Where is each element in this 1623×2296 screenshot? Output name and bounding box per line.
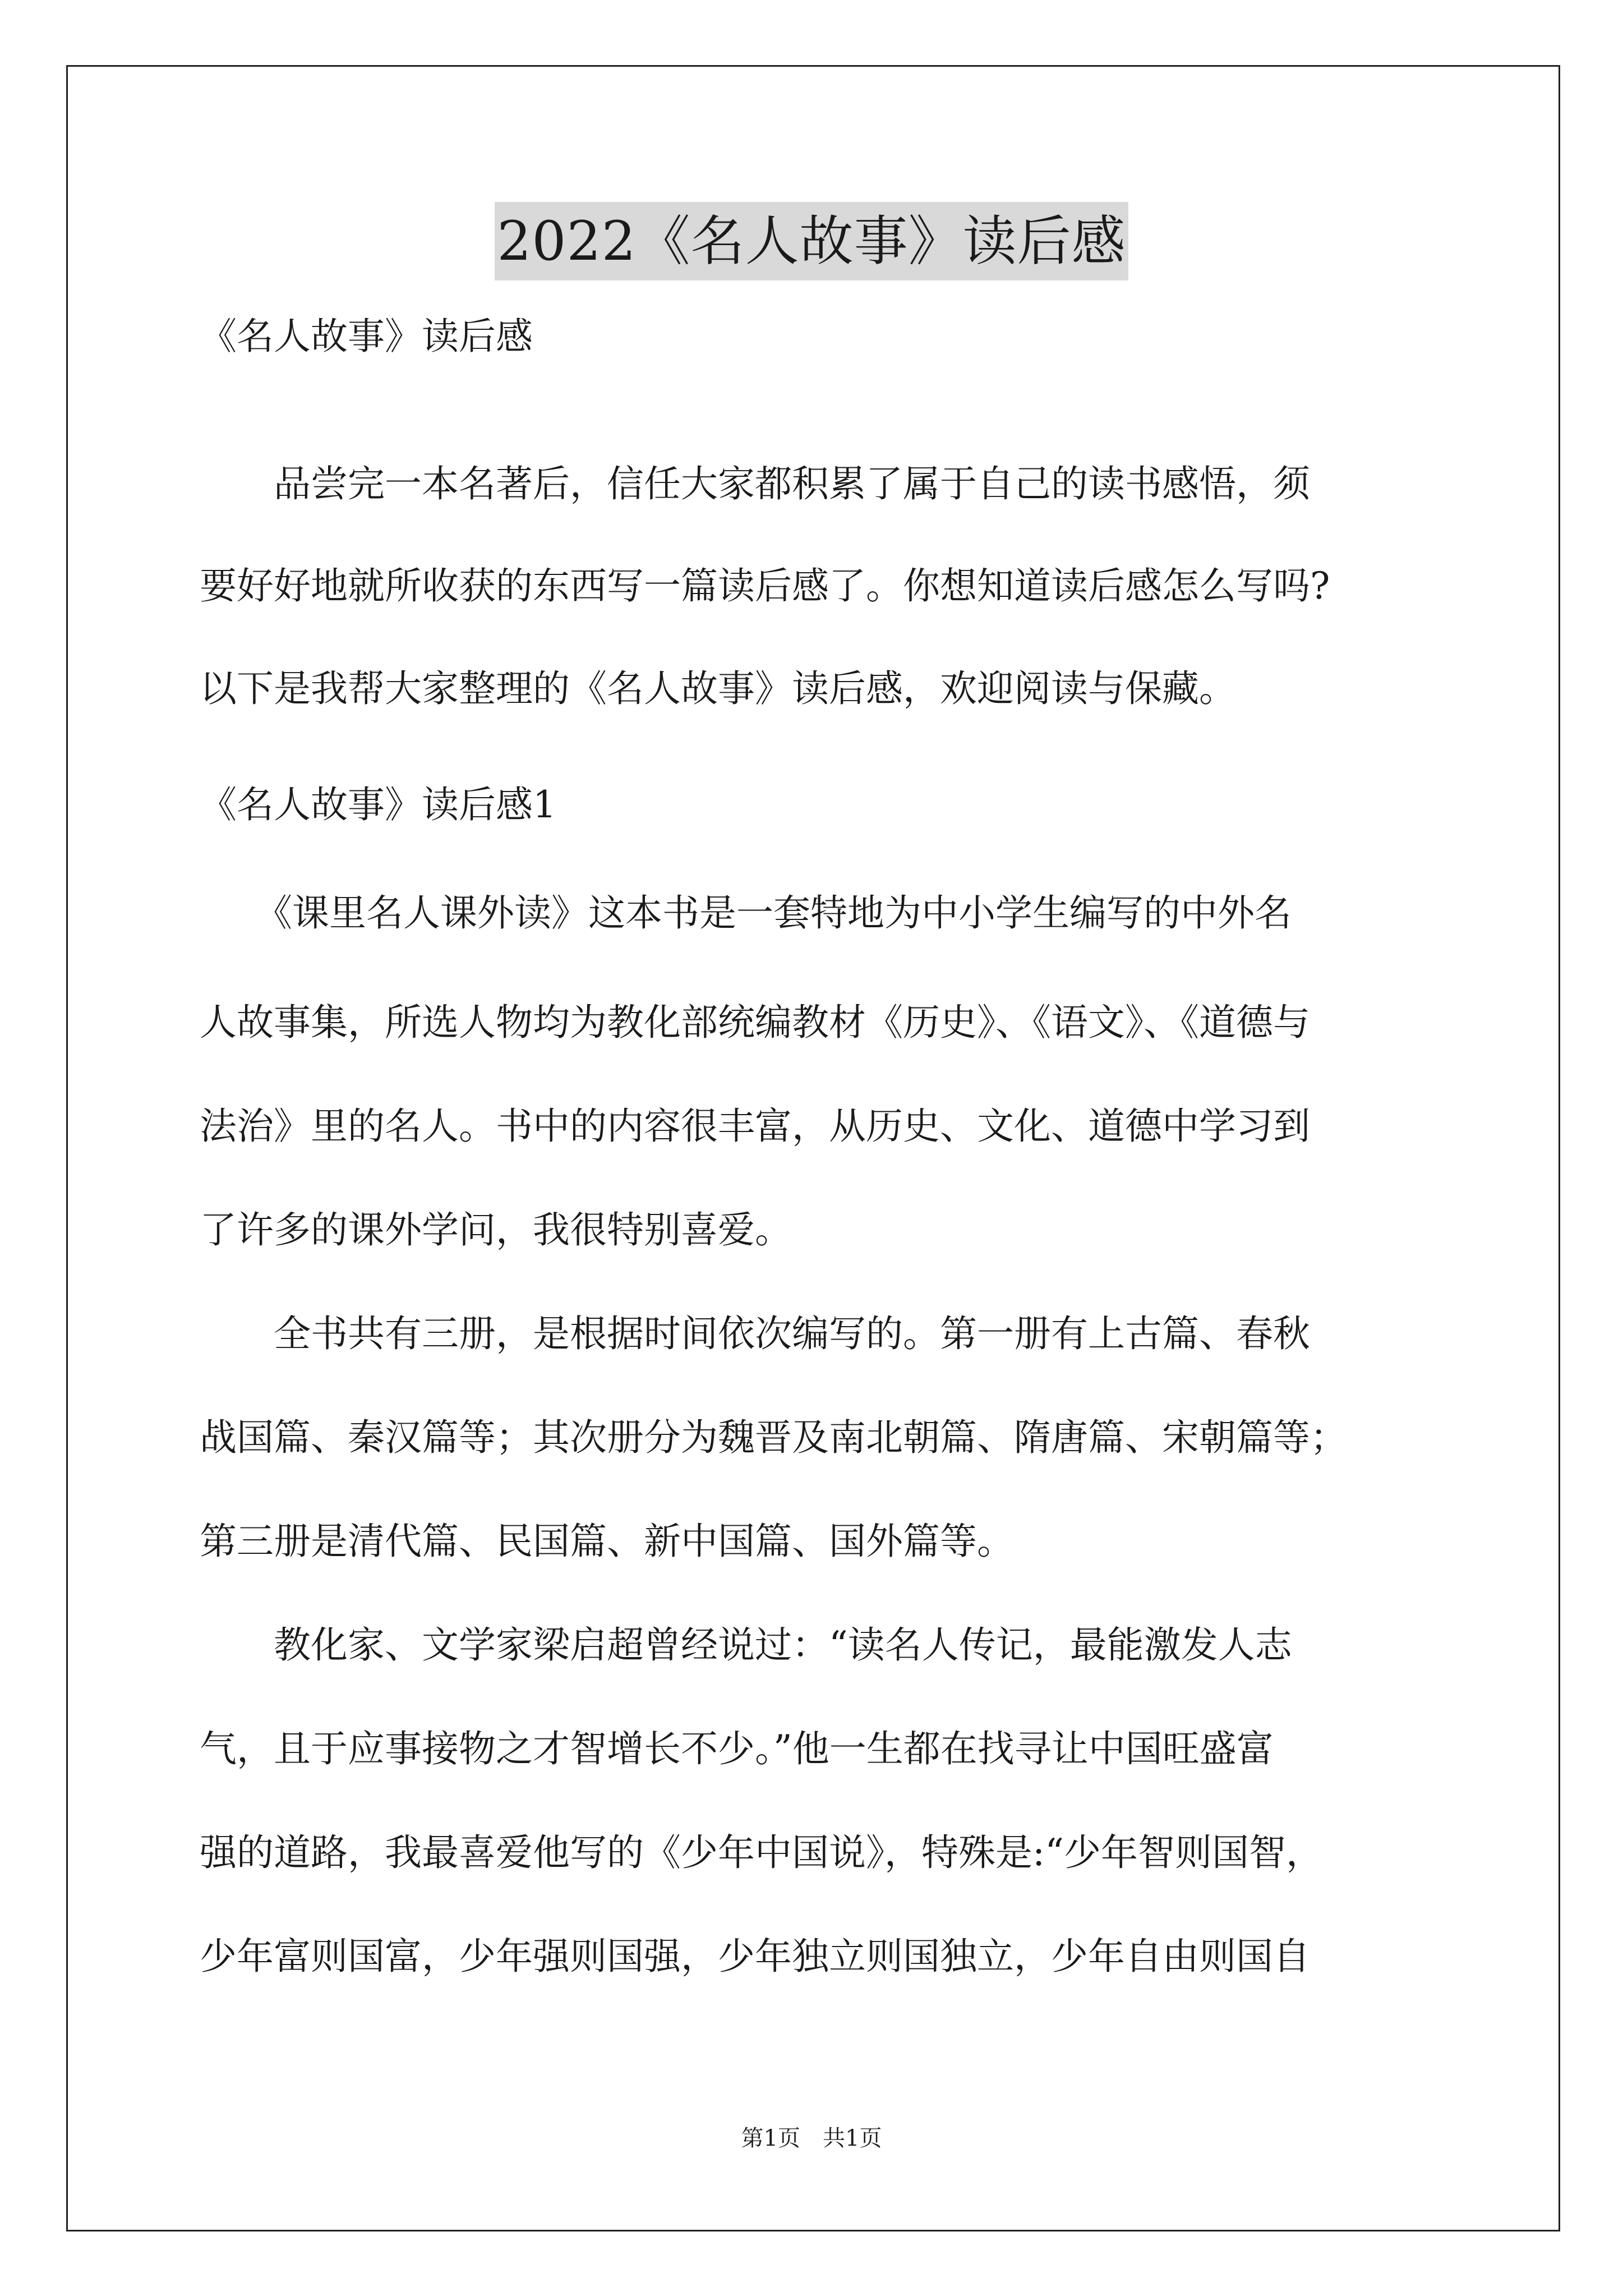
paragraph-line: 少年富则国富，少年强则国强，少年独立则国独立，少年自由则国自 <box>200 1935 1310 1978</box>
paragraph-line: 全书共有三册，是根据时间依次编写的。第一册有上古篇、春秋 <box>200 1312 1310 1355</box>
heading-line: 《名人故事》读后感 <box>200 315 533 358</box>
paragraph-line: 品尝完一本名著后，信任大家都积累了属于自己的读书感悟，须 <box>200 462 1310 505</box>
paragraph-line: 教化家、文学家梁启超曾经说过：“读名人传记，最能激发人志 <box>200 1623 1292 1667</box>
paragraph-line: 法治》里的名人。书中的内容很丰富，从历史、文化、道德中学习到 <box>200 1105 1310 1148</box>
heading-line: 《名人故事》读后感1 <box>200 783 556 826</box>
paragraph-line: 了许多的课外学问，我很特别喜爱。 <box>200 1208 792 1251</box>
title-container <box>0 202 1623 280</box>
paragraph-line: 战国篇、秦汉篇等；其次册分为魏晋及南北朝篇、隋唐篇、宋朝篇等； <box>200 1416 1347 1459</box>
paragraph-line: 要好好地就所收获的东西写一篇读后感了。你想知道读后感怎么写吗? <box>200 564 1330 608</box>
paragraph-line: 气，且于应事接物之才智增长不少。”他一生都在找寻让中国旺盛富 <box>200 1727 1274 1770</box>
paragraph-line: 人故事集，所选人物均为教化部统编教材《历史》、《语文》、《道德与 <box>200 1001 1310 1044</box>
page-title: 2022《名人故事》读后感 <box>495 202 1128 280</box>
paragraph-line: 以下是我帮大家整理的《名人故事》读后感，欢迎阅读与保藏。 <box>200 667 1236 710</box>
paragraph-line: 《课里名人课外读》这本书是一套特地为中小学生编写的中外名 <box>200 891 1292 935</box>
paragraph-line: 第三册是清代篇、民国篇、新中国篇、国外篇等。 <box>200 1520 1014 1563</box>
paragraph-line: 强的道路，我最喜爱他写的《少年中国说》，特殊是:“少年智则国智， <box>200 1831 1323 1874</box>
page-footer: 第1页 共1页 <box>741 2125 882 2151</box>
